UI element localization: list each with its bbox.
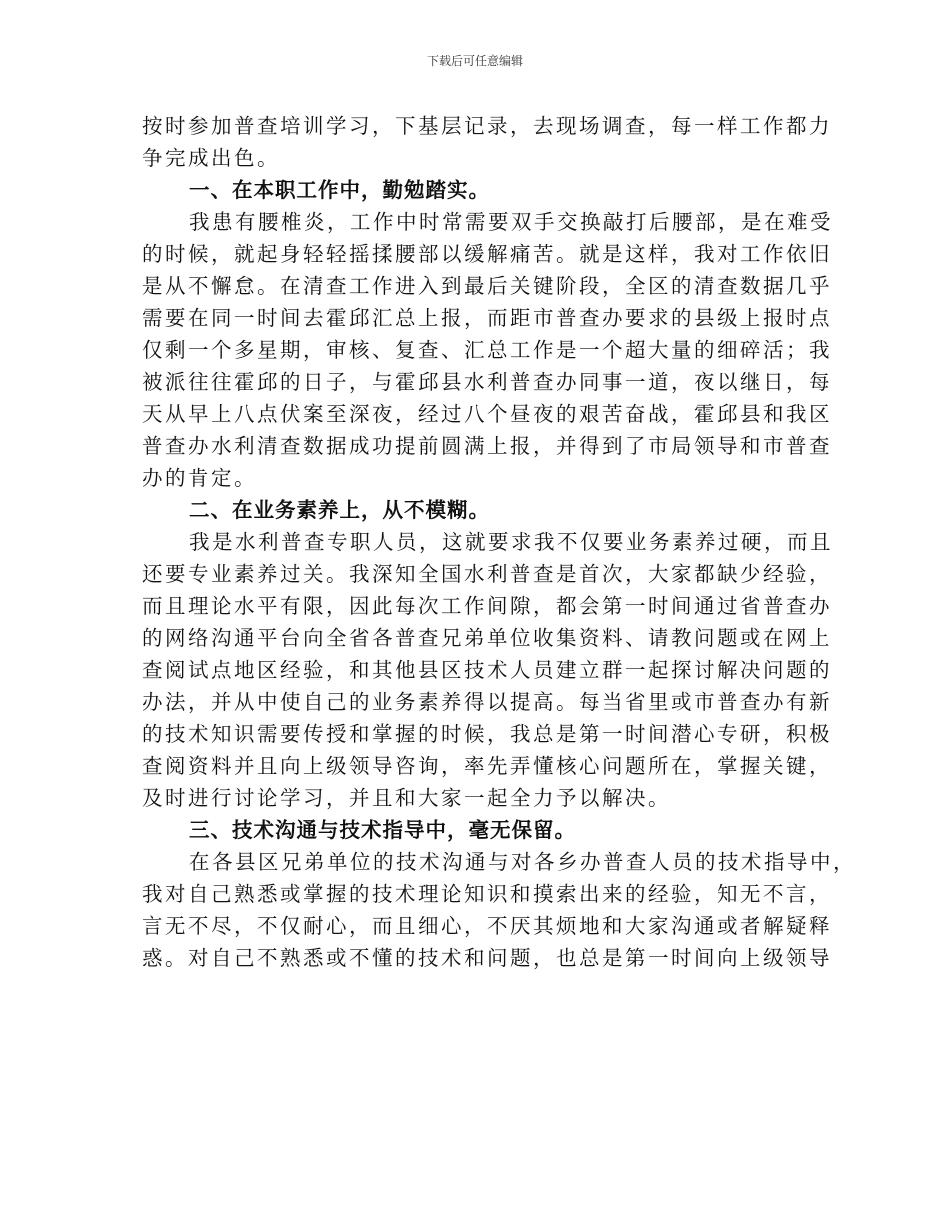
text-line: 而且理论水平有限，因此每次工作间隙，都会第一时间通过省普查办 [142, 594, 832, 618]
paragraph-intro [142, 110, 832, 174]
section-heading-3 [142, 814, 817, 846]
heading-text: 二、在业务素养上，从不模糊。 [189, 498, 490, 522]
text-line: 我对自己熟悉或掌握的技术理论知识和摸索出来的经验，知无不言， [142, 882, 832, 906]
document-body [142, 110, 856, 974]
text-line: 的网络沟通平台向全省各普查兄弟单位收集资料、请教问题或在网上 [142, 626, 832, 650]
text-line: 言无不尽，不仅耐心，而且细心，不厌其烦地和大家沟通或者解疑释 [142, 914, 832, 938]
text-line: 按时参加普查培训学习，下基层记录，去现场调查，每一样工作都力 [142, 114, 832, 138]
text-line: 需要在同一时间去霍邱汇总上报，而距市普查办要求的县级上报时点 [142, 306, 832, 330]
text-line: 的时候，就起身轻轻摇揉腰部以缓解痛苦。就是这样，我对工作依旧 [142, 242, 832, 266]
paragraph-section-2 [142, 526, 833, 814]
text-line: 仅剩一个多星期，审核、复查、汇总工作是一个超大量的细碎活；我 [142, 338, 832, 362]
text-line: 办的肯定。 [142, 466, 257, 490]
text-line: 是从不懈怠。在清查工作进入到最后关键阶段，全区的清查数据几乎 [142, 274, 832, 298]
section-heading-2 [142, 494, 817, 526]
paragraph-section-3 [142, 846, 856, 974]
page-header-note: 下载后可任意编辑 [426, 54, 523, 68]
text-line: 及时进行讨论学习，并且和大家一起全力予以解决。 [142, 786, 671, 810]
section-heading-1 [142, 174, 817, 206]
text-line: 查阅资料并且向上级领导咨询，率先弄懂核心问题所在，掌握关键， [142, 754, 832, 778]
paragraph-section-1 [142, 206, 833, 494]
text-line: 普查办水利清查数据成功提前圆满上报，并得到了市局领导和市普查 [142, 434, 832, 458]
text-line: 查阅试点地区经验，和其他县区技术人员建立群一起探讨解决问题的 [142, 658, 832, 682]
text-line: 在各县区兄弟单位的技术沟通与对各乡办普查人员的技术指导中， [189, 850, 856, 874]
text-line: 天从早上八点伏案至深夜，经过八个昼夜的艰苦奋战，霍邱县和我区 [142, 402, 832, 426]
heading-text: 三、技术沟通与技术指导中，毫无保留。 [189, 818, 576, 842]
text-line: 我是水利普查专职人员，这就要求我不仅要业务素养过硬，而且 [189, 530, 833, 554]
text-line: 我患有腰椎炎，工作中时常需要双手交换敲打后腰部，是在难受 [189, 210, 833, 234]
text-line: 争完成出色。 [142, 146, 280, 170]
text-line: 办法，并从中使自己的业务素养得以提高。每当省里或市普查办有新 [142, 690, 832, 714]
text-line: 惑。对自己不熟悉或不懂的技术和问题，也总是第一时间向上级领导 [142, 946, 832, 970]
text-line: 被派往往霍邱的日子，与霍邱县水利普查办同事一道，夜以继日，每 [142, 370, 832, 394]
text-line: 的技术知识需要传授和掌握的时候，我总是第一时间潜心专研，积极 [142, 722, 832, 746]
heading-text: 一、在本职工作中，勤勉踏实。 [189, 178, 490, 202]
text-line: 还要专业素养过关。我深知全国水利普查是首次，大家都缺少经验， [142, 562, 832, 586]
